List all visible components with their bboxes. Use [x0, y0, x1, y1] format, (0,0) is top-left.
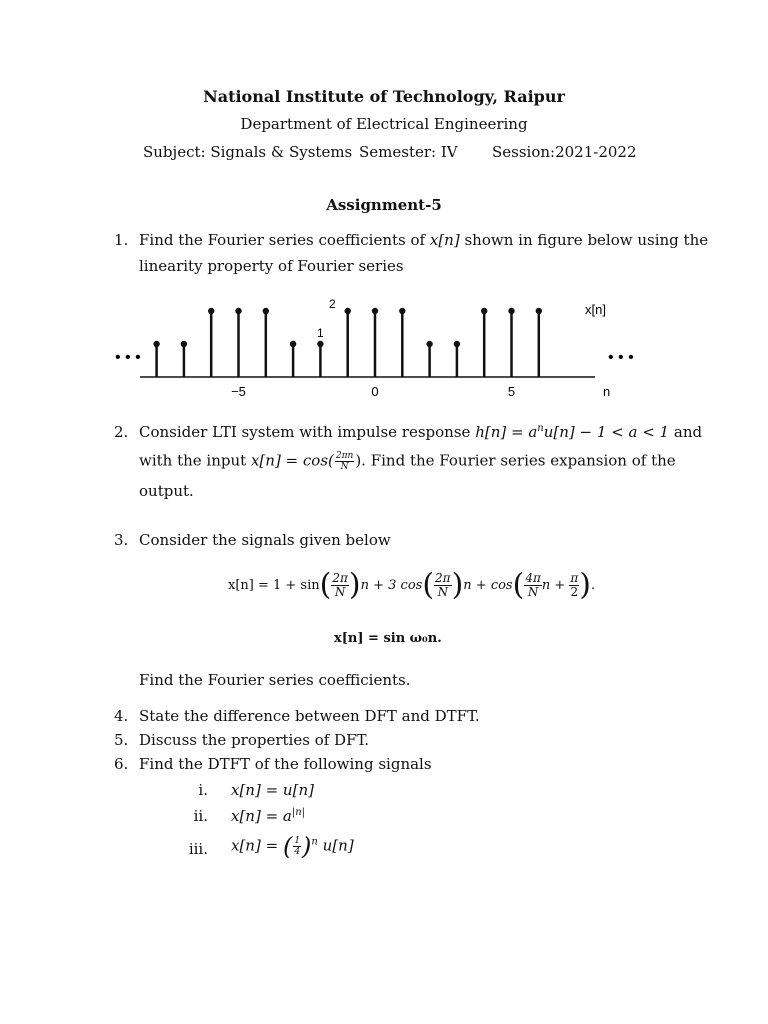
stem-head-3	[454, 341, 460, 347]
stem-head-1	[399, 308, 405, 314]
question-4-text: State the difference between DFT and DTFT.	[139, 707, 480, 725]
stem-head-4	[481, 308, 487, 314]
equation-2: x[n] = sin ω₀n.	[334, 631, 442, 646]
stem-head--3	[290, 341, 296, 347]
stem-head--6	[208, 308, 214, 314]
question-5-text: Discuss the properties of DFT.	[139, 731, 370, 749]
value-label-2: 2	[329, 297, 336, 311]
x-axis-label: n	[603, 384, 611, 399]
question-2-line-2: with the input x[n] = cos( $\frac{2\pi n}{N}$ ). Find the Fourier series expansion of the	[139, 451, 676, 472]
question-5-number: 5.	[114, 731, 129, 749]
question-3-number: 3.	[114, 531, 129, 549]
equation-1: x[n] = 1 + sin( $\frac{2\pi}{N}$ )n + 3 cos( $\frac{2\pi}{N}$ )n + cos( $\frac{4\pi}{N}$ n + $\frac{\pi}{2}$ ).	[228, 567, 596, 603]
stem-head--8	[153, 341, 159, 347]
subitem-i-expr: x[n] = u[n]	[231, 781, 314, 799]
stem-head--5	[235, 308, 241, 314]
subitem-i-label: i.	[198, 781, 208, 799]
stem-head-0	[372, 308, 378, 314]
assignment-title: Assignment-5	[326, 196, 442, 214]
question-1-line-1: Find the Fourier series coefficients of x[n] shown in figure below using the	[139, 231, 709, 249]
right-ellipsis: • • •	[608, 349, 634, 366]
stem-plot	[110, 292, 650, 402]
subitem-ii-label: ii.	[193, 807, 208, 825]
x-tick-label: −5	[231, 384, 246, 399]
question-3-followup: Find the Fourier series coefficients.	[139, 671, 411, 689]
stem-head-6	[536, 308, 542, 314]
x-tick-label: 0	[371, 384, 379, 399]
y-axis-label: x[n]	[585, 302, 606, 317]
question-3-text: Consider the signals given below	[139, 531, 391, 549]
question-1-number: 1.	[114, 231, 129, 249]
question-6-text: Find the DTFT of the following signals	[139, 755, 432, 773]
stem-head--1	[345, 308, 351, 314]
x-tick-label: 5	[507, 384, 516, 399]
subitem-ii-expr: $x[n] = a^{|n|}$	[231, 807, 306, 825]
question-6-number: 6.	[114, 755, 129, 773]
stem-head-2	[426, 341, 432, 347]
question-1-line-2: linearity property of Fourier series	[139, 257, 404, 275]
institute-title: National Institute of Technology, Raipur	[203, 87, 565, 106]
stem-head--7	[181, 341, 187, 347]
stem-head--2	[317, 341, 323, 347]
question-2-line-3: output.	[139, 482, 194, 500]
subitem-iii-label: iii.	[188, 840, 208, 858]
question-4-number: 4.	[114, 707, 129, 725]
subject-label: Subject: Signals & Systems	[143, 143, 353, 161]
department-name: Department of Electrical Engineering	[240, 115, 528, 133]
session-label: Session:2021-2022	[492, 143, 637, 161]
question-2-number: 2.	[114, 423, 129, 441]
subitem-iii-expr: x[n] = ( $\frac{1}{4}$ )$^n$ u[n]	[231, 832, 354, 861]
value-label-1: 1	[317, 326, 324, 340]
stem-head-5	[508, 308, 514, 314]
left-ellipsis: • • •	[115, 349, 141, 366]
semester-label: Semester: IV	[359, 143, 458, 161]
question-2-line-1: Consider LTI system with impulse response $h[n] = a^nu[n] - 1 < a < 1$ and	[139, 423, 703, 441]
stem-head--4	[263, 308, 269, 314]
